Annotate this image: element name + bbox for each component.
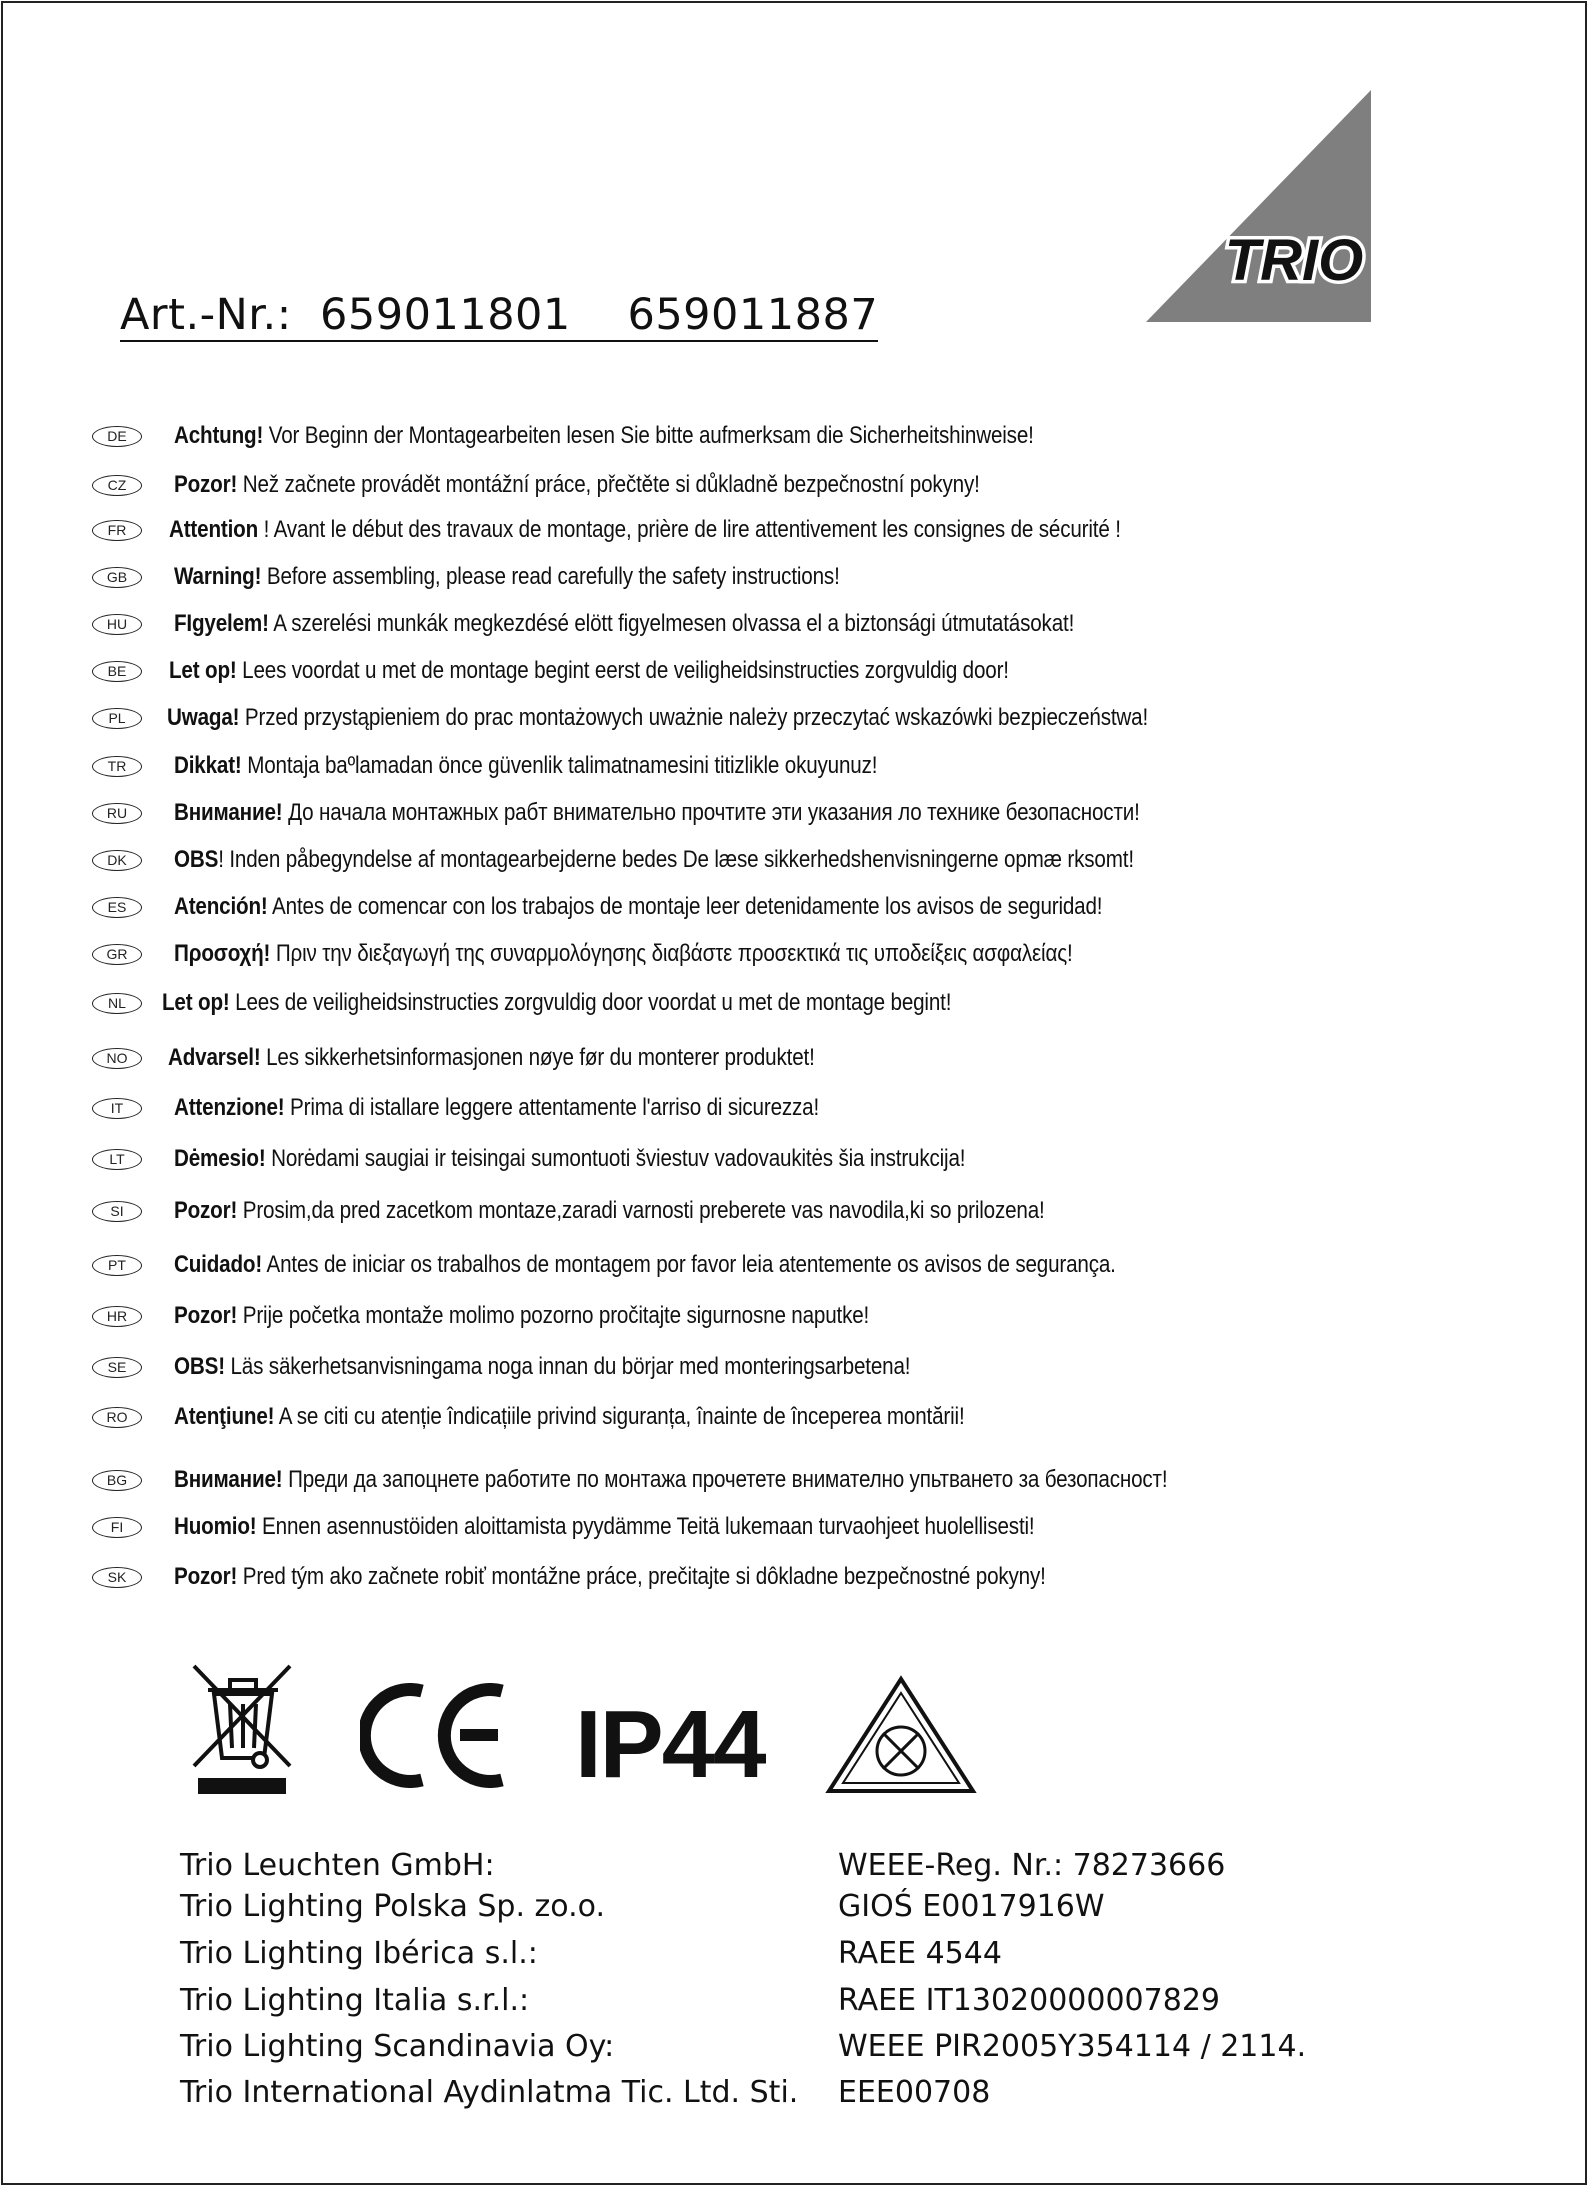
warning-body: Než začnete provádět montážní práce, přečtěte si důkladně bezpečnostní pokyny!: [237, 471, 980, 498]
language-badge: HU: [92, 614, 142, 635]
company-name: Trio Lighting Polska Sp. zo.o.: [180, 1889, 606, 1924]
warning-title: Attention: [169, 516, 259, 543]
svg-text:TRIO: TRIO: [1224, 228, 1364, 293]
company-name: Trio Leuchten GmbH:: [180, 1848, 495, 1883]
warning-text: [169, 657, 1009, 685]
company-name: Trio Lighting Ibérica s.l.:: [180, 1936, 538, 1971]
article-number-2: 659011887: [627, 290, 879, 340]
warning-body: Ennen asennustöiden aloittamista pyydämme Teitä lukemaan turvaohjeet huolellisesti!: [256, 1513, 1035, 1540]
warning-body: Montaja baºlamadan önce güvenlik talimatnamesini titizlikle okuyunuz!: [241, 752, 878, 779]
warning-body: Pred tým ako začnete robiť montážne práce, prečitajte si dôkladne bezpečnostné pokyny!: [237, 1563, 1046, 1590]
warning-title: Atenţiune!: [174, 1403, 275, 1430]
language-badge: BG: [92, 1470, 142, 1491]
warning-title: Προσοχή!: [174, 940, 271, 967]
registration-number: WEEE-Reg. Nr.: 78273666: [838, 1848, 1226, 1883]
warning-text: [174, 471, 980, 499]
warning-body: Lees voordat u met de montage begint eerst de veiligheidsinstructies zorgvuldig door!: [236, 657, 1009, 684]
warning-row-hu: [92, 604, 1221, 644]
warning-row-tr: [92, 746, 992, 786]
warning-body: Prije početka montaže molimo pozorno pročitajte sigurnosne naputke!: [237, 1302, 870, 1329]
warning-title: Внимание!: [174, 799, 283, 826]
warning-row-ru: [92, 793, 1297, 833]
no-cover-triangle-icon: [825, 1675, 977, 1795]
language-badge: BE: [92, 661, 142, 682]
language-badge: SE: [92, 1357, 142, 1378]
weee-bin-icon: [190, 1662, 294, 1797]
warning-body: Преди да запоцнете работите по монтажа прочетете внимателно упьтването за безопасност!: [282, 1466, 1168, 1493]
warning-text: [174, 799, 1140, 827]
warning-text: [174, 1302, 869, 1330]
warning-row-nl: [92, 983, 1080, 1023]
trio-logo: [1146, 90, 1371, 322]
warning-body: A szerelési munkák megkezdésé elött figyelmesen olvassa el a biztonsági útmutatásokat!: [268, 610, 1075, 637]
warning-text: [174, 940, 1073, 968]
language-badge: RU: [92, 803, 142, 824]
warning-row-bg: [92, 1460, 1329, 1500]
registration-number: GIOŚ E0017916W: [838, 1889, 1105, 1924]
warning-text: [174, 1145, 965, 1173]
warning-title: Let op!: [169, 657, 237, 684]
warning-row-pl: [92, 698, 1308, 738]
ip-rating: IP44: [575, 1691, 765, 1798]
warning-body: Before assembling, please read carefully the safety instructions!: [261, 563, 840, 590]
warning-text: [174, 422, 1034, 450]
warning-title: Dėmesio!: [174, 1145, 266, 1172]
language-badge: PT: [92, 1255, 142, 1276]
warning-row-hr: [92, 1296, 982, 1336]
warning-title: Cuidado!: [174, 1251, 263, 1278]
registration-number: EEE00708: [838, 2075, 991, 2110]
warning-text: [174, 846, 1134, 874]
warning-row-it: [92, 1088, 924, 1128]
warning-text: [174, 1094, 819, 1122]
certification-symbols: [190, 1655, 1010, 1805]
language-badge: LT: [92, 1149, 142, 1170]
warning-row-cz: [92, 465, 1111, 505]
language-badge: NO: [92, 1048, 142, 1069]
language-badge: ES: [92, 897, 142, 918]
warning-title: FIgyelem!: [174, 610, 269, 637]
warning-text: [162, 989, 951, 1017]
warning-title: Dikkat!: [174, 752, 242, 779]
warning-text: [174, 1353, 910, 1381]
warning-body: Przed przystąpieniem do prac montażowych uważnie należy przeczytać wskazówki bezpieczeństwa!: [239, 704, 1149, 731]
ce-mark-icon: [360, 1683, 510, 1788]
warning-title: Attenzione!: [174, 1094, 285, 1121]
warning-body: До начала монтажных рабт внимательно прочтите эти указания ло технике безопасности!: [282, 799, 1140, 826]
warning-text: [174, 1466, 1167, 1494]
article-label: Art.-Nr.:: [120, 290, 292, 340]
warning-text: [174, 893, 1102, 921]
warning-body: Prima di istallare leggere attentamente l'arriso di sicurezza!: [284, 1094, 820, 1121]
warning-text: [167, 704, 1148, 732]
warning-body: ! Avant le début des travaux de montage, prière de lire attentivement les consignes de sécurité !: [258, 516, 1121, 543]
warning-text: [174, 610, 1074, 638]
warning-title: Let op!: [162, 989, 230, 1016]
language-badge: NL: [92, 993, 142, 1014]
warning-title: Atención!: [174, 893, 268, 920]
warning-row-sk: [92, 1557, 1188, 1597]
language-badge: GB: [92, 567, 142, 588]
warning-title: Achtung!: [174, 422, 264, 449]
warning-row-es: [92, 887, 1253, 927]
warning-row-gb: [92, 557, 948, 597]
warning-body: Vor Beginn der Montagearbeiten lesen Sie bitte aufmerksam die Sicherheitshinweise!: [263, 422, 1034, 449]
warning-text: [174, 1197, 1045, 1225]
warning-text: [174, 563, 840, 591]
registration-number: RAEE IT13020000007829: [838, 1983, 1220, 2018]
warning-title: Pozor!: [174, 1563, 238, 1590]
article-number-1: 659011801: [320, 290, 571, 340]
warning-body: A se citi cu atenție îndicațiile privind siguranța, înainte de începerea montării!: [274, 1403, 965, 1430]
warning-row-si: [92, 1191, 1186, 1231]
warning-body: ! Inden påbegyndelse af montagearbejderne bedes De læse sikkerhedshenvisningerne opmæ rksomt!: [218, 846, 1134, 873]
company-name: Trio Lighting Scandinavia Oy:: [180, 2029, 615, 2064]
warning-row-fr: [92, 510, 1276, 550]
warning-row-se: [92, 1347, 1030, 1387]
warning-body: Les sikkerhetsinformasjonen nøye før du monterer produktet!: [260, 1044, 815, 1071]
company-name: Trio Lighting Italia s.r.l.:: [180, 1983, 530, 2018]
registration-number: RAEE 4544: [838, 1936, 1002, 1971]
warning-title: Uwaga!: [167, 704, 240, 731]
language-badge: RO: [92, 1407, 142, 1428]
warning-body: Läs säkerhetsanvisningama noga innan du börjar med monteringsarbetena!: [224, 1353, 911, 1380]
warning-row-pt: [92, 1245, 1269, 1285]
warning-body: Antes de iniciar os trabalhos de montagem por favor leia atentemente os avisos de segurança.: [262, 1251, 1116, 1278]
warning-title: Advarsel!: [168, 1044, 261, 1071]
warning-text: [174, 1513, 1034, 1541]
warning-row-gr: [92, 934, 1219, 974]
language-badge: PL: [92, 708, 142, 729]
warning-title: OBS: [174, 846, 219, 873]
warning-body: Norėdami saugiai ir teisingai sumontuoti šviestuv vadovaukitės šia instrukcija!: [265, 1145, 966, 1172]
language-badge: DE: [92, 426, 142, 447]
warning-text: [168, 1044, 815, 1072]
warning-text: [169, 516, 1121, 544]
warning-body: Antes de comencar con los trabajos de montaje leer detenidamente los avisos de seguridad!: [267, 893, 1103, 920]
warning-body: Lees de veiligheidsinstructies zorgvuldig door voordat u met de montage begint!: [229, 989, 952, 1016]
warning-title: Pozor!: [174, 1197, 238, 1224]
article-number: [120, 292, 878, 342]
language-badge: SK: [92, 1567, 142, 1588]
warning-body: Prosim,da pred zacetkom montaze,zaradi varnosti preberete vas navodila,ki so prilozena!: [237, 1197, 1045, 1224]
warning-title: Внимание!: [174, 1466, 283, 1493]
company-name: Trio International Aydinlatma Tic. Ltd. Sti.: [180, 2075, 799, 2110]
warning-row-dk: [92, 840, 1290, 880]
language-badge: TR: [92, 756, 142, 777]
registration-number: WEEE PIR2005Y354114 / 2114.: [838, 2029, 1307, 2064]
warning-title: Pozor!: [174, 1302, 238, 1329]
warning-row-lt: [92, 1139, 1094, 1179]
warning-body: Πριν την διεξαγωγή της συναρμολόγησης διαβάστε προσεκτικά τις υποδείξεις ασφαλείας!: [270, 940, 1073, 967]
warning-title: Huomio!: [174, 1513, 257, 1540]
warning-title: Pozor!: [174, 471, 238, 498]
language-badge: SI: [92, 1201, 142, 1222]
warning-text: [174, 752, 877, 780]
language-badge: GR: [92, 944, 142, 965]
warning-row-fi: [92, 1507, 1175, 1547]
language-badge: IT: [92, 1098, 142, 1119]
warning-text: [174, 1251, 1116, 1279]
warning-text: [174, 1403, 965, 1431]
language-badge: FR: [92, 520, 142, 541]
warning-title: OBS!: [174, 1353, 225, 1380]
language-badge: CZ: [92, 475, 142, 496]
language-badge: HR: [92, 1306, 142, 1327]
language-badge: FI: [92, 1517, 142, 1538]
warning-text: [174, 1563, 1046, 1591]
language-badge: DK: [92, 850, 142, 871]
warning-title: Warning!: [174, 563, 262, 590]
warning-row-ro: [92, 1397, 1093, 1437]
warning-row-be: [92, 651, 1146, 691]
warning-row-no: [92, 1038, 920, 1078]
warning-row-de: [92, 416, 1174, 456]
